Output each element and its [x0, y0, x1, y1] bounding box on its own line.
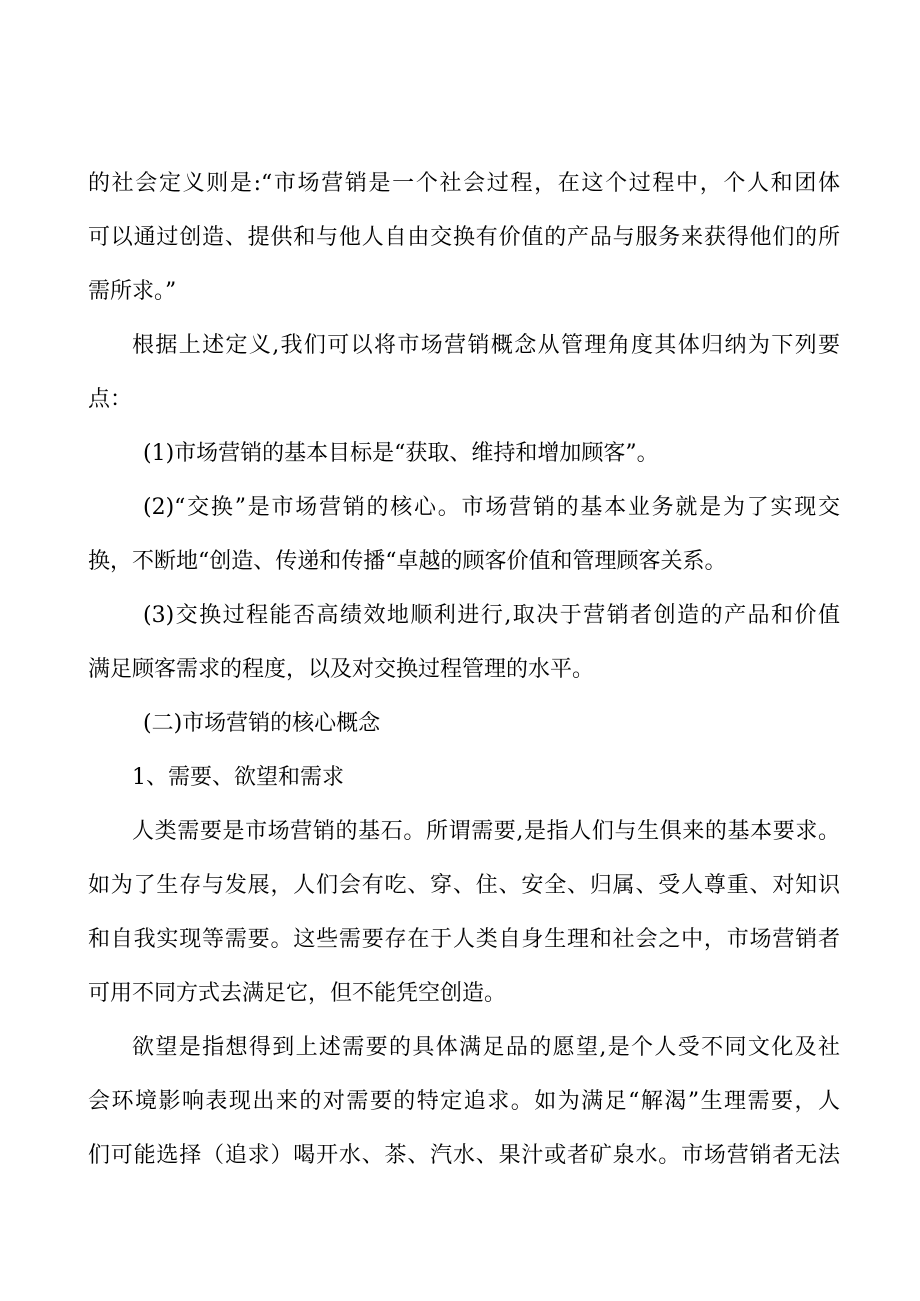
- paragraph-line: 们可能选择（追求）喝开水、茶、汽水、果汁或者矿泉水。市场营销者无法: [88, 1143, 840, 1168]
- paragraph-line: 欲望是指想得到上述需要的具体满足品的愿望,是个人受不同文化及社: [132, 1035, 840, 1060]
- paragraph-line: 会环境影响表现出来的对需要的特定追求。如为满足“解渴”生理需要，人: [88, 1089, 840, 1114]
- paragraph-line: 人类需要是市场营销的基石。所谓需要,是指人们与生俱来的基本要求。: [132, 819, 840, 844]
- paragraph-line: 根据上述定义,我们可以将市场营销概念从管理角度其体归纳为下列要: [132, 333, 840, 358]
- list-item-line: (1)市场营销的基本目标是“获取、维持和增加顾客”。: [143, 441, 659, 466]
- paragraph-line: 点：: [88, 387, 133, 412]
- paragraph-line: 的社会定义则是:“市场营销是一个社会过程，在这个过程中，个人和团体: [88, 171, 840, 196]
- section-heading: (二)市场营销的核心概念: [143, 711, 381, 736]
- paragraph-line: 需所求。”: [88, 279, 177, 304]
- list-item-line: (2)“交换”是市场营销的核心。市场营销的基本业务就是为了实现交: [143, 495, 840, 520]
- paragraph-line: 可用不同方式去满足它，但不能凭空创造。: [88, 981, 507, 1006]
- list-item-line: 换，不断地“创造、传递和传播“卓越的顾客价值和管理顾客关系。: [88, 549, 727, 574]
- paragraph-line: 可以通过创造、提供和与他人自由交换有价值的产品与服务来获得他们的所: [88, 225, 840, 250]
- subsection-heading: 1、需要、欲望和需求: [132, 765, 344, 790]
- paragraph-line: 和自我实现等需要。这些需要存在于人类自身生理和社会之中，市场营销者: [88, 927, 840, 952]
- paragraph-line: 如为了生存与发展，人们会有吃、穿、住、安全、归属、受人尊重、对知识: [88, 873, 840, 898]
- list-item-line: 满足顾客需求的程度，以及对交换过程管理的水平。: [88, 657, 595, 682]
- list-item-line: (3)交换过程能否高绩效地顺利进行,取决于营销者创造的产品和价值: [143, 603, 840, 628]
